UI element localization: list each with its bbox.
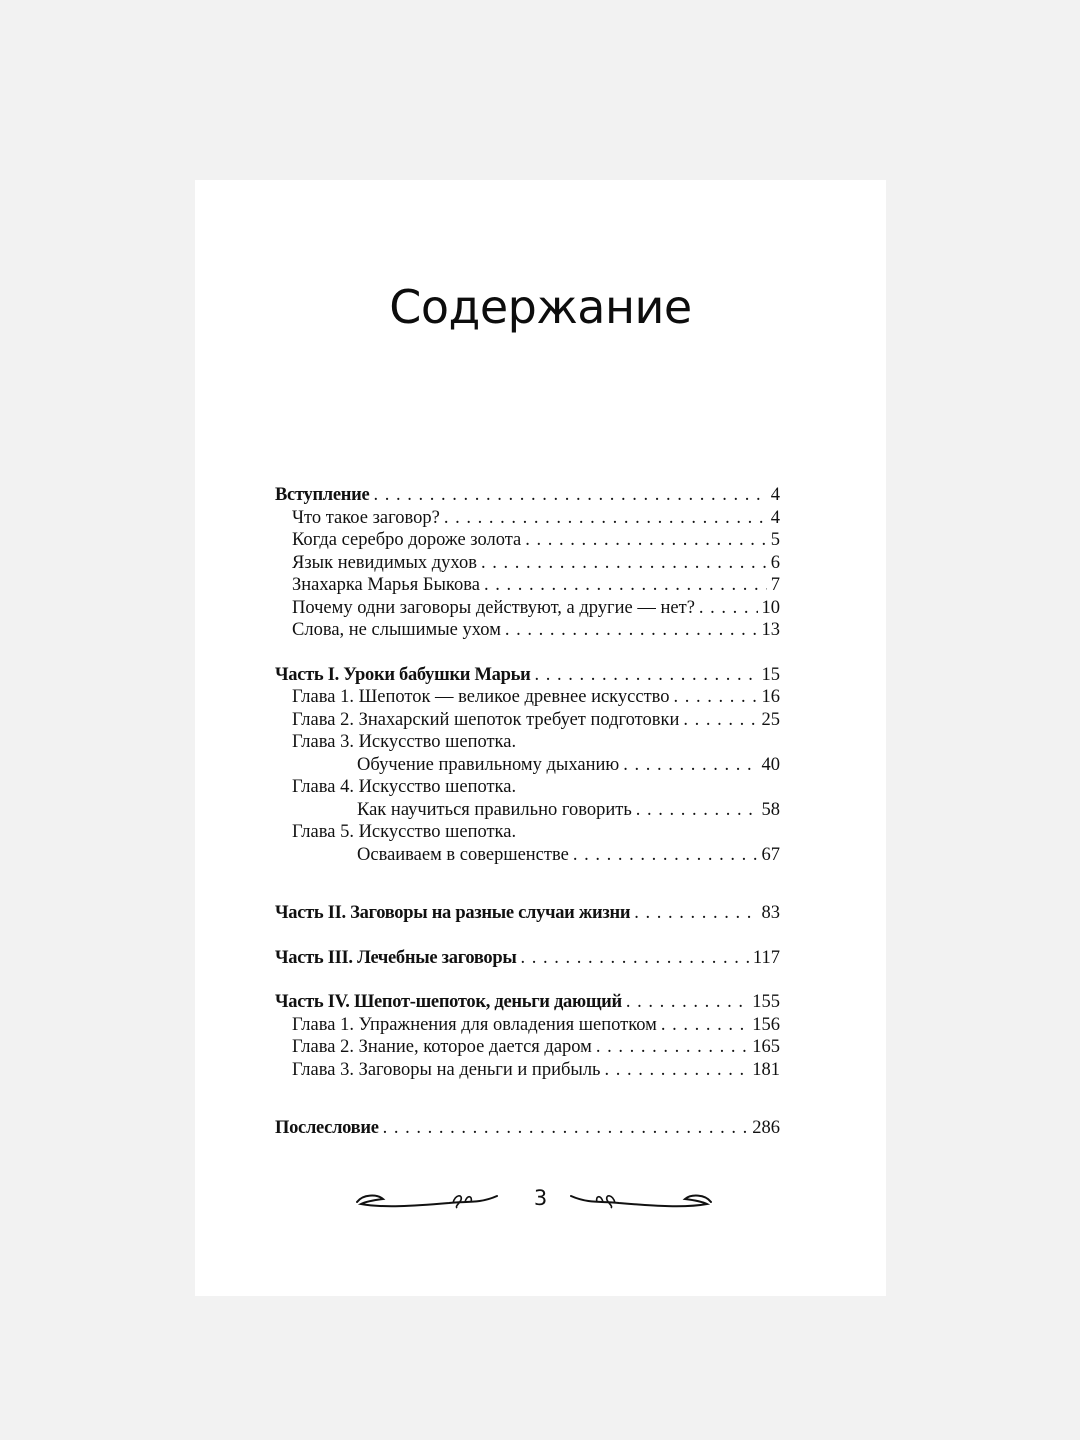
toc-entry-part4: Часть IV. Шепот-шепоток, деньги дающий . . . 155 xyxy=(275,991,780,1014)
toc-entry: Слова, не слышимые ухом . . . 13 xyxy=(275,619,780,642)
toc-entry-part3: Часть III. Лечебные заговоры . . . 117 xyxy=(275,947,780,970)
toc-entry: Глава 1. Упражнения для овладения шепотком . . . 156 xyxy=(275,1014,780,1037)
toc-entry: Глава 3. Заговоры на деньги и прибыль . . . 181 xyxy=(275,1059,780,1082)
toc-group-part1 xyxy=(275,664,780,867)
book-page xyxy=(195,180,886,1296)
toc-group-part4 xyxy=(275,991,780,1081)
table-of-contents xyxy=(275,484,780,1162)
toc-group-afterword xyxy=(275,1117,780,1140)
toc-entry-heading: Глава 5. Искусство шепотка. xyxy=(292,822,517,842)
toc-entry: Знахарка Марья Быкова . . . 7 xyxy=(275,574,780,597)
toc-entry: Обучение правильному дыханию . . . 40 xyxy=(275,754,780,777)
toc-group-part3 xyxy=(275,947,780,970)
toc-entry: Глава 1. Шепоток — великое древнее искусство . . . 16 xyxy=(275,686,780,709)
toc-entry: Почему одни заговоры действуют, а другие — нет? . . . 10 xyxy=(275,597,780,620)
toc-entry: Глава 2. Знахарский шепоток требует подготовки . . . 25 xyxy=(275,709,780,732)
toc-entry: Когда серебро дороже золота . . . 5 xyxy=(275,529,780,552)
toc-entry-part2: Часть II. Заговоры на разные случаи жизни . . . 83 xyxy=(275,902,780,925)
toc-entry-afterword: Послесловие . . . 286 xyxy=(275,1117,780,1140)
toc-entry: Как научиться правильно говорить . . . 58 xyxy=(275,799,780,822)
toc-entry: Язык невидимых духов . . . 6 xyxy=(275,552,780,575)
toc-entry-part1: Часть I. Уроки бабушки Марьи . . . 15 xyxy=(275,664,780,687)
page-footer xyxy=(195,1180,886,1220)
page-title: Содержание xyxy=(389,280,692,334)
toc-entry-heading: Глава 3. Искусство шепотка. xyxy=(292,732,517,752)
toc-entry: Осваиваем в совершенстве . . . 67 xyxy=(275,844,780,867)
page-number: 3 xyxy=(533,1186,548,1210)
toc-group-intro xyxy=(275,484,780,642)
toc-entry-intro: Вступление . . . 4 xyxy=(275,484,780,507)
toc-group-part2 xyxy=(275,902,780,925)
toc-entry: Что такое заговор? . . . 4 xyxy=(275,507,780,530)
right-flourish-icon xyxy=(567,1188,715,1212)
toc-entry-heading: Глава 4. Искусство шепотка. xyxy=(292,777,517,797)
toc-entry: Глава 2. Знание, которое дается даром . . . 165 xyxy=(275,1036,780,1059)
